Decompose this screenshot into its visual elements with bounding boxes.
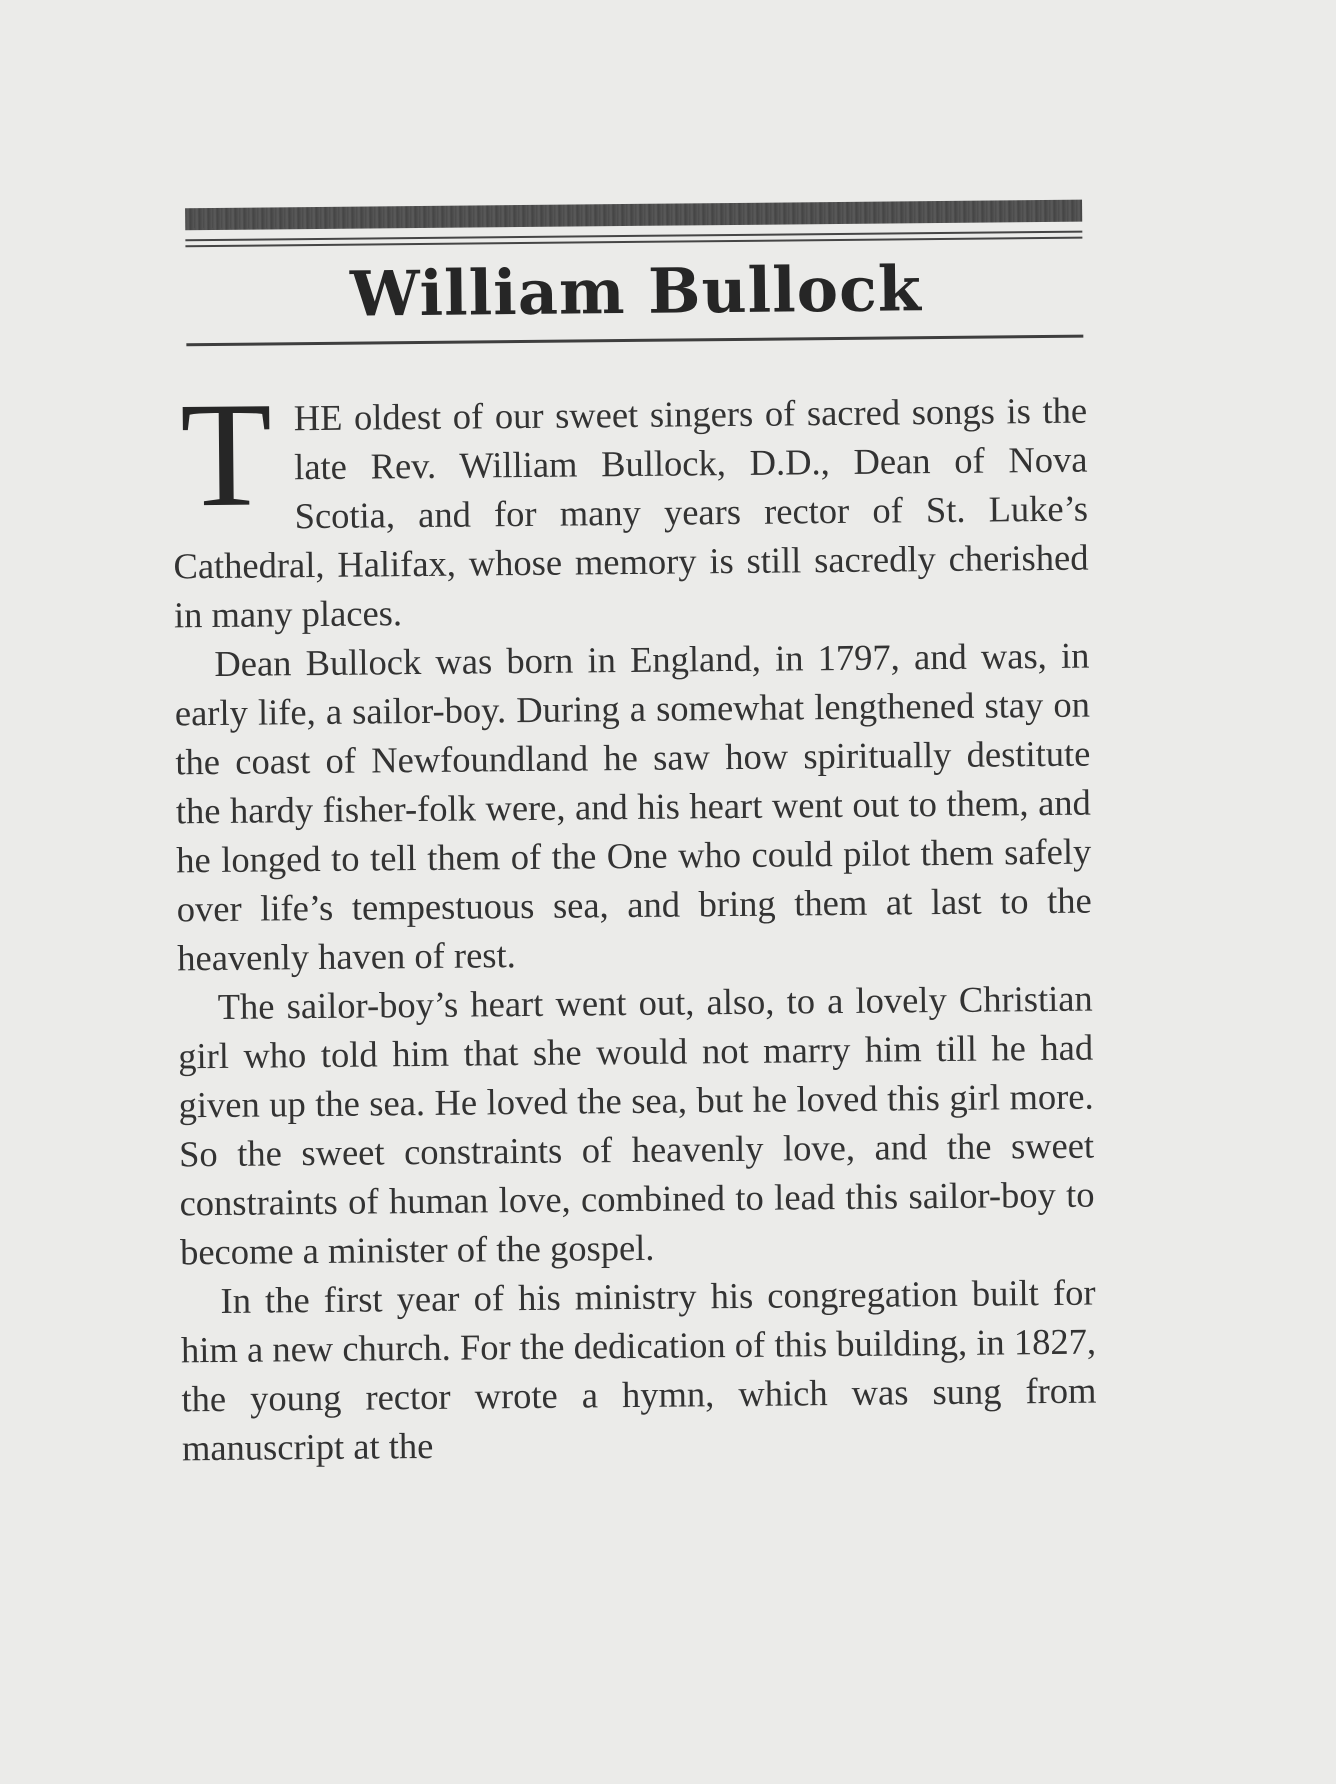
paragraph-3: The sailor-boy’s heart went out, also, to a lovely Christian girl who told him that she would not marry him till he had given up the sea. He loved the sea, but he loved this girl more. So the sweet constraints of heavenly love, and the sweet constraints of human love, combined to lead this sailor-boy to become a minister of the gospel. [177,977,1095,1273]
paragraph-1-text: HE oldest of our sweet singers of sacred songs is the late Rev. William Bullock, D.D., Dean of Nova Scotia, and for many years rector of St. Luke’s Cathedral, Halifax, whose memory is still sacredly cherished in many places. [173,389,1089,636]
title-rule [186,335,1083,347]
paragraph-1 [172,371,1089,640]
header-ornament-band [185,200,1082,231]
book-page [170,196,1099,1655]
chapter-title: William Bullock [349,252,923,331]
paragraph-4: In the first year of his ministry his congregation built for him a new church. For the dedication of this building, in 1827, the young rector wrote a hymn, which was sung from manuscript at the [180,1271,1097,1469]
body-text [172,371,1097,1473]
drop-cap: T [179,371,273,539]
paragraph-2: Dean Bullock was born in England, in 1797, and was, in early life, a sailor-boy. During a somewhat lengthened stay on the coast of Newfoundland he saw how spiritually destitute the hardy fisher-folk were, and his heart went out to them, and he longed to tell them of the One who could pilot them safely over life’s tempestuous sea, and bring them at last to the heavenly haven of rest. [174,634,1092,979]
